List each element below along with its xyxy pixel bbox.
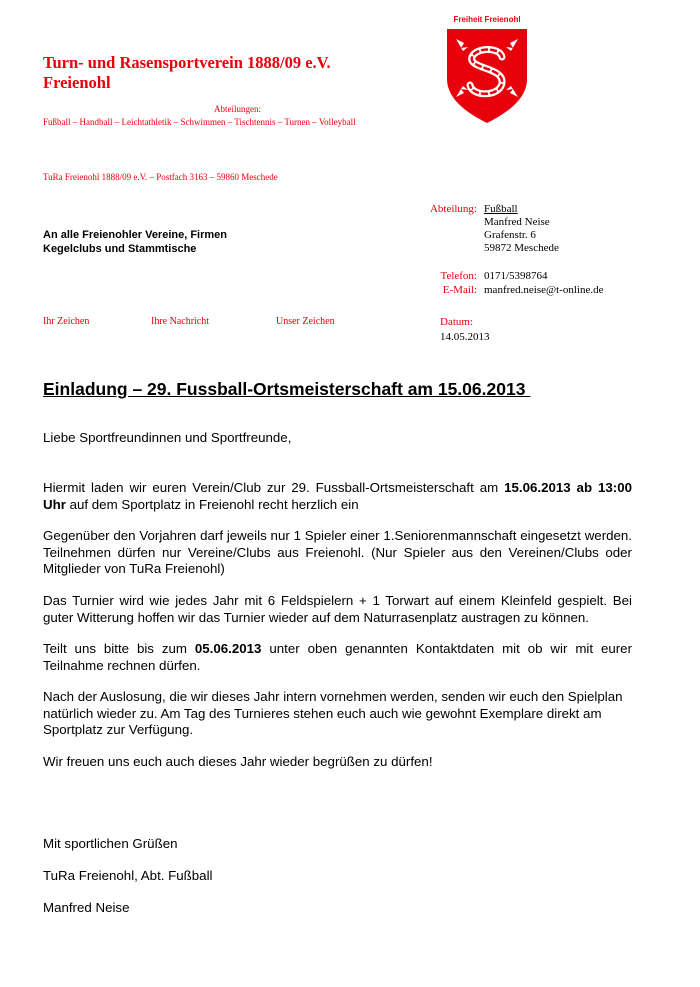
email-label: E-Mail: (442, 284, 477, 296)
contact-city: 59872 Meschede (484, 242, 559, 254)
paragraph-format: Das Turnier wird wie jedes Jahr mit 6 Feldspielern + 1 Torwart auf einem Kleinfeld gespielt. Bei guter Witterung hoffen wir das Turnier wieder auf dem Naturrasenplatz austragen zu können. (43, 593, 632, 625)
letter-subject: Einladung – 29. Fussball-Ortsmeisterschaft am 15.06.2013 (43, 379, 531, 399)
paragraph-schedule: Nach der Auslosung, die wir dieses Jahr intern vornehmen werden, senden wir euch den Spielplan natürlich wieder zu. Am Tag des Turnieres stehen euch auch wie gewohnt Exemplare direkt am Sportplatz zur Verfügung. (43, 689, 623, 737)
closing: Mit sportlichen Grüßen (43, 836, 178, 851)
sender-address-line: TuRa Freienohl 1888/09 e.V. – Postfach 3163 – 59860 Meschede (43, 172, 278, 182)
club-name (43, 53, 331, 93)
departments-heading: Abteilungen: (214, 104, 261, 114)
registration-deadline: 05.06.2013 (194, 641, 262, 656)
phone-label: Telefon: (440, 270, 477, 282)
signature-organization: TuRa Freienohl, Abt. Fußball (43, 868, 213, 883)
logo-text: Freiheit Freienohl (453, 15, 521, 24)
date-label: Datum: (440, 316, 473, 328)
departments-list: Fußball – Handball – Leichtathletik – Schwimmen – Tischtennis – Turnen – Volleyball (43, 117, 356, 127)
phone-value: 0171/5398764 (484, 270, 548, 282)
club-logo (442, 13, 532, 125)
club-name-line1: Turn- und Rasensportverein 1888/09 e.V. (43, 53, 331, 72)
paragraph-rules: Gegenüber den Vorjahren darf jeweils nur 1 Spieler einer 1.Seniorenmannschaft eingesetzt werden. Teilnehmen dürfen nur Vereine/Clubs aus Freienohl. (Nur Spieler aus den Vereinen/Clubs oder Mitglieder von TuRa Freienohl) (43, 528, 632, 576)
paragraph-greeting: Wir freuen uns euch auch dieses Jahr wieder begrüßen zu dürfen! (43, 754, 433, 769)
club-name-line2: Freienohl (43, 73, 111, 92)
date-value: 14.05.2013 (440, 331, 490, 343)
paragraph-registration: Teilt uns bitte bis zum 05.06.2013 unter oben genannten Kontaktdaten mit ob wir mit eurer Teilnahme rechnen dürfen. (43, 641, 633, 673)
recipient-line1: An alle Freienohler Vereine, Firmen (43, 229, 228, 241)
recipient-line2: Kegelclubs und Stammtische (43, 243, 197, 255)
ref-ihre-nachricht: Ihre Nachricht (151, 316, 210, 327)
contact-name: Manfred Neise (484, 216, 550, 228)
tournament-date: 15.06.2013 ab 13:00 Uhr (43, 480, 632, 512)
ref-ihr-zeichen: Ihr Zeichen (43, 316, 90, 327)
recipient-address (43, 228, 227, 256)
salutation: Liebe Sportfreundinnen und Sportfreunde, (43, 430, 292, 445)
contact-street: Grafenstr. 6 (484, 229, 536, 241)
ref-unser-zeichen: Unser Zeichen (276, 316, 335, 327)
department-value: Fußball (484, 203, 518, 215)
paragraph-invitation: Hiermit laden wir euren Verein/Club zur 29. Fussball-Ortsmeisterschaft am 15.06.2013 ab 13:00 Uhr auf dem Sportplatz in Freienohl recht herzlich ein (43, 480, 632, 512)
department-label: Abteilung: (429, 203, 477, 215)
signature-name: Manfred Neise (43, 900, 130, 915)
email-value: manfred.neise@t-online.de (484, 284, 604, 296)
